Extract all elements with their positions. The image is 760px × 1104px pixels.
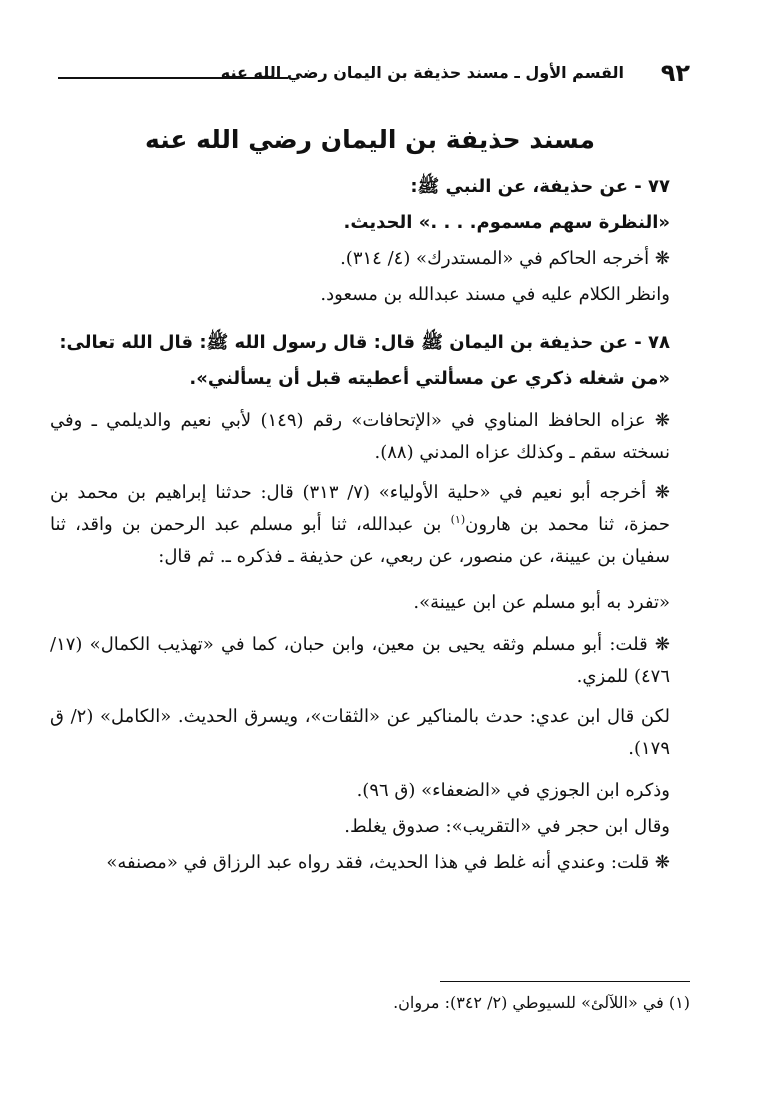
hadith-78-intro: ٧٨ - عن حذيفة بن اليمان ﷺ قال: قال رسول الله ﷺ: قال الله تعالى: [59, 332, 670, 353]
hadith-77-text: «النظرة سهم مسموم. . . .» الحديث. [343, 212, 670, 233]
hadith-78-quote: «تفرد به أبو مسلم عن ابن عيينة». [413, 592, 670, 613]
footnote-rule [440, 981, 690, 982]
header-rule [58, 77, 288, 79]
paragraph-2-after: بن عبدالله، ثنا أبو مسلم عبد الرحمن بن واقد، ثنا سفيان بن عيينة، عن منصور، عن ربعي، عن حذيفة ـ فذكره ـ. ثم قال: [50, 514, 670, 567]
hadith-77-note: وانظر الكلام عليه في مسند عبدالله بن مسعود. [320, 284, 670, 305]
hadith-77-takhrij: ❋ أخرجه الحاكم في «المستدرك» (٤/ ٣١٤). [340, 248, 670, 269]
hadith-78-paragraph-4: لكن قال ابن عدي: حدث بالمناكير عن «الثقات»، ويسرق الحديث. «الكامل» (٢/ ق ١٧٩). [50, 706, 670, 759]
hadith-78-paragraph-5: وذكره ابن الجوزي في «الضعفاء» (ق ٩٦). [356, 780, 670, 801]
running-title: القسم الأول ـ مسند حذيفة بن اليمان رضي الله عنه [220, 63, 624, 82]
hadith-77-intro: ٧٧ - عن حذيفة، عن النبي ﷺ: [410, 176, 670, 197]
hadith-78-paragraph-1: ❋ عزاه الحافظ المناوي في «الإتحافات» رقم (١٤٩) لأبي نعيم والديلمي ـ وفي نسخته سقم ـ وكذلك عزاه المدني (٨٨). [50, 410, 670, 463]
footnote-marker: (١) [450, 513, 466, 526]
hadith-78-paragraph-6: وقال ابن حجر في «التقريب»: صدوق يغلط. [344, 816, 670, 837]
running-header [50, 55, 690, 95]
hadith-78-paragraph-7: ❋ قلت: وعندي أنه غلط في هذا الحديث، فقد رواه عبد الرزاق في «مصنفه» [106, 852, 670, 873]
hadith-78-paragraph-2 [50, 477, 670, 573]
page-number: ٩٢ [660, 59, 690, 87]
book-page [50, 55, 690, 1085]
hadith-78-paragraph-3: ❋ قلت: أبو مسلم وثقه يحيى بن معين، وابن حبان، كما في «تهذيب الكمال» (١٧/ ٤٧٦) للمزي. [50, 634, 670, 687]
hadith-78-text: «من شغله ذكري عن مسألتي أعطيته قبل أن يسألني». [189, 368, 670, 389]
body-text [50, 169, 670, 881]
section-title: مسند حذيفة بن اليمان رضي الله عنه [145, 125, 595, 154]
paragraph-2-before: ❋ أخرجه أبو نعيم في «حلية الأولياء» (٧/ ٣١٣) قال: حدثنا إبراهيم بن محمد بن حمزة، ثنا محمد بن هارون [50, 482, 670, 535]
footnote: (١) في «اللآلئ» للسيوطي (٢/ ٣٤٢): مروان. [393, 993, 690, 1012]
